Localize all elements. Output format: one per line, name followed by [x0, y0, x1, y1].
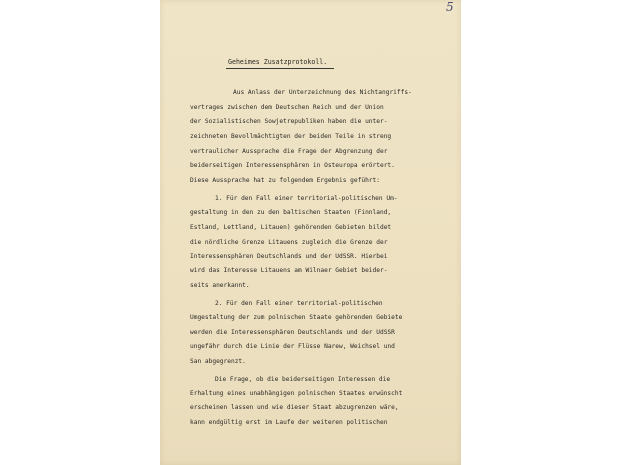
text-line: San abgegrenzt.: [190, 358, 246, 365]
text-line: Umgestaltung der zum polnischen Staate gehörenden Gebiete: [190, 314, 403, 321]
text-line: gestaltung in den zu den baltischen Staaten (Finnland,: [190, 209, 392, 216]
text-line: erscheinen lassen und wie dieser Staat abzugrenzen wäre,: [190, 404, 399, 411]
text-line: die nördliche Grenze Litauens zugleich die Grenze der: [190, 239, 388, 246]
text-line: Estland, Lettland, Litauen) gehörenden Gebieten bildet: [190, 224, 392, 231]
title-underline: [226, 68, 334, 69]
document-title: Geheimes Zusatzprotokoll.: [228, 58, 328, 66]
text-line: Erhaltung eines unabhängigen polnischen Staates erwünscht: [190, 390, 403, 397]
text-line: 2. Für den Fall einer territorial-politischen: [215, 300, 383, 307]
page-number: 5: [446, 0, 454, 14]
text-line: 1. Für den Fall einer territorial-politischen Um-: [215, 195, 398, 202]
text-line: beiderseitigen Interessensphären in Osteuropa erörtert.: [190, 162, 395, 169]
text-line: kann endgültig erst im Laufe der weiteren politischen: [190, 419, 388, 426]
text-line: zeichneten Bevollmächtigten der beiden Teile in streng: [190, 133, 392, 140]
text-line: vertrages zwischen dem Deutschen Reich und der Union: [190, 104, 384, 111]
text-line: Diese Aussprache hat zu folgendem Ergebnis geführt:: [190, 177, 380, 184]
text-line: Aus Anlass der Unterzeichnung des Nichtangriffs-: [233, 89, 412, 96]
text-line: Interessensphären Deutschlands und der UdSSR. Hierbei: [190, 253, 388, 260]
text-line: ungefähr durch die Linie der Flüsse Narew, Weichsel und: [190, 343, 395, 350]
text-line: seits anerkannt.: [190, 282, 250, 289]
text-line: wird das Interesse Litauens am Wilnaer Gebiet beider-: [190, 267, 388, 274]
text-line: der Sozialistischen Sowjetrepubliken haben die unter-: [190, 118, 388, 125]
text-line: werden die Interessensphären Deutschlands und der UdSSR: [190, 329, 395, 336]
text-line: vertraulicher Aussprache die Frage der Abgrenzung der: [190, 148, 388, 155]
text-line: Die Frage, ob die beiderseitigen Interessen die: [215, 376, 391, 383]
